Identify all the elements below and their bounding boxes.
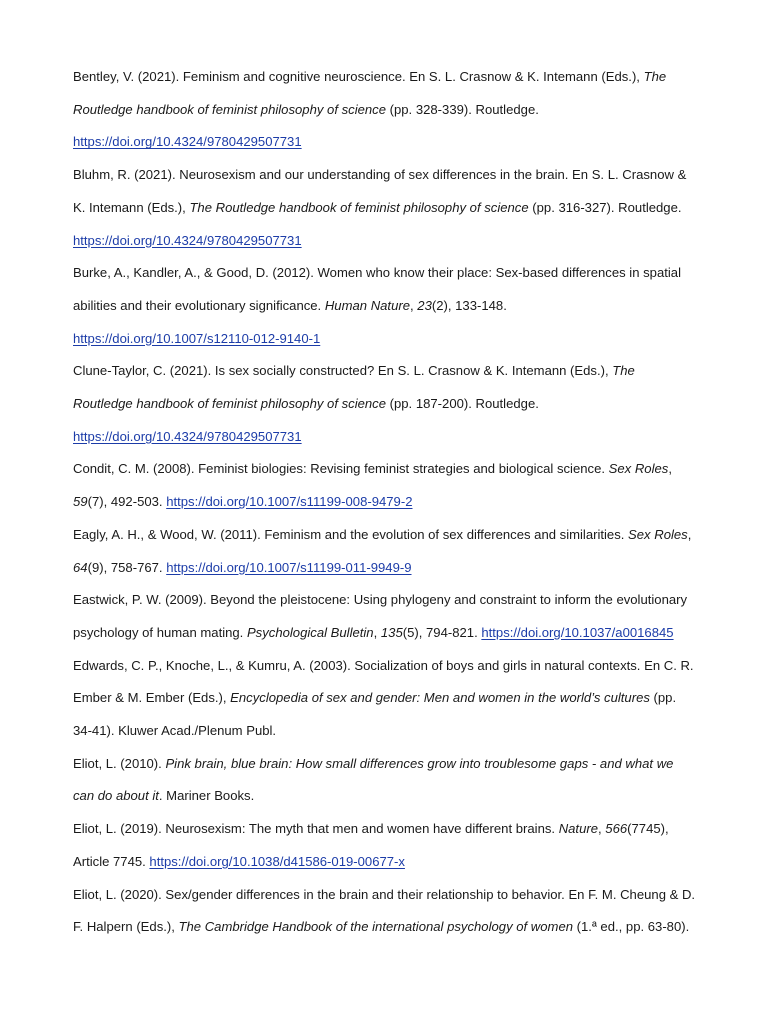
reference-title: Encyclopedia of sex and gender: Men and women in the world’s cultures bbox=[230, 690, 650, 706]
reference-text: (pp. 316-327). Routledge. bbox=[528, 199, 682, 215]
reference-entry bbox=[73, 257, 697, 355]
reference-entry bbox=[73, 879, 697, 944]
doi-link[interactable]: https://doi.org/10.4324/9780429507731 bbox=[73, 134, 302, 150]
reference-text: (2), 133-148. bbox=[431, 297, 507, 313]
doi-link[interactable]: https://doi.org/10.1007/s11199-011-9949-9 bbox=[166, 559, 412, 575]
doi-link[interactable]: https://doi.org/10.1007/s12110-012-9140-1 bbox=[73, 330, 321, 346]
reference-text: Bluhm, R. (2021). Neurosexism and our understanding of sex differences in the brain. En S. L. Crasnow & K. Intemann (Eds.), bbox=[73, 167, 687, 215]
reference-text: (1.ª ed., pp. 63-80). bbox=[573, 919, 690, 935]
reference-volume: 135 bbox=[380, 624, 403, 640]
reference-volume: 64 bbox=[73, 559, 88, 575]
reference-title: The Cambridge Handbook of the international psychology of women bbox=[178, 919, 574, 935]
reference-entry bbox=[73, 355, 697, 453]
reference-journal: Nature bbox=[558, 821, 598, 837]
reference-volume: 566 bbox=[605, 821, 628, 837]
reference-entry bbox=[73, 748, 697, 813]
reference-text: (9), 758-767. bbox=[87, 559, 167, 575]
reference-entry bbox=[73, 519, 697, 584]
reference-entry bbox=[73, 584, 697, 649]
reference-text: Clune-Taylor, C. (2021). Is sex socially constructed? En S. L. Crasnow & K. Intemann (Eds.), bbox=[73, 363, 613, 379]
reference-text: Eliot, L. (2010). bbox=[73, 755, 166, 771]
reference-text: Eliot, L. (2020). Sex/gender differences in the brain and their relationship to behavior. En F. M. Cheung & D. F. Halpern (Eds.), bbox=[73, 886, 696, 935]
reference-title: The Routledge handbook of feminist philosophy of science bbox=[189, 199, 529, 215]
reference-journal: Sex Roles bbox=[628, 526, 688, 542]
reference-text: , bbox=[668, 461, 672, 477]
reference-text: Eliot, L. (2019). Neurosexism: The myth that men and women have different brains. bbox=[73, 821, 559, 837]
reference-entry bbox=[73, 453, 697, 518]
reference-text: Condit, C. M. (2008). Feminist biologies: Revising feminist strategies and biological science. bbox=[73, 461, 609, 477]
doi-link[interactable]: https://doi.org/10.1038/d41586-019-00677-x bbox=[149, 853, 405, 869]
reference-title: Pink brain, blue brain: How small differences grow into troublesome gaps - and what we can do about it bbox=[73, 755, 674, 804]
reference-text: Eastwick, P. W. (2009). Beyond the pleistocene: Using phylogeny and constraint to inform the evolutionary psychology of human mating. bbox=[73, 592, 688, 640]
reference-text: , bbox=[687, 526, 692, 542]
reference-text: Burke, A., Kandler, A., & Good, D. (2012). Women who know their place: Sex-based differences in spatial abilities and their evolutionary significance. bbox=[73, 265, 681, 313]
doi-link[interactable]: https://doi.org/10.4324/9780429507731 bbox=[73, 428, 302, 444]
doi-link[interactable]: https://doi.org/10.1007/s11199-008-9479-2 bbox=[166, 494, 413, 510]
reference-text: . Mariner Books. bbox=[158, 788, 255, 804]
reference-text: (7745), Article 7745. bbox=[73, 821, 669, 869]
reference-journal: Psychological Bulletin bbox=[246, 624, 374, 640]
reference-text: (5), 794-821. bbox=[402, 624, 482, 640]
reference-text: (pp. 328-339). Routledge. bbox=[386, 101, 539, 117]
reference-text: Bentley, V. (2021). Feminism and cognitive neuroscience. En S. L. Crasnow & K. Intemann (Eds.), bbox=[73, 69, 644, 84]
reference-entry bbox=[73, 61, 697, 159]
reference-text: , bbox=[598, 821, 606, 837]
reference-entry bbox=[73, 159, 697, 257]
reference-title: The Routledge handbook of feminist philosophy of science bbox=[73, 363, 635, 412]
reference-volume: 23 bbox=[417, 297, 432, 313]
doi-link[interactable]: https://doi.org/10.1037/a0016845 bbox=[481, 624, 674, 640]
reference-volume: 59 bbox=[73, 494, 88, 510]
reference-list bbox=[73, 61, 697, 944]
reference-text: , bbox=[373, 624, 381, 640]
reference-text: (pp. 187-200). Routledge. bbox=[386, 396, 539, 412]
doi-link[interactable]: https://doi.org/10.4324/9780429507731 bbox=[73, 232, 302, 248]
reference-entry bbox=[73, 650, 697, 748]
reference-journal: Sex Roles bbox=[608, 461, 669, 477]
reference-entry bbox=[73, 813, 697, 878]
reference-text: (7), 492-503. bbox=[87, 494, 167, 510]
reference-text: (pp. 34-41). Kluwer Acad./Plenum Publ. bbox=[73, 690, 677, 739]
reference-text: Eagly, A. H., & Wood, W. (2011). Feminism and the evolution of sex differences and similarities. bbox=[73, 526, 629, 542]
reference-journal: Human Nature bbox=[324, 297, 410, 313]
reference-text: , bbox=[410, 297, 418, 313]
reference-title: The Routledge handbook of feminist philosophy of science bbox=[73, 69, 667, 117]
reference-text: Edwards, C. P., Knoche, L., & Kumru, A. (2003). Socialization of boys and girls in natural contexts. En C. R. Ember & M. Ember (Eds.), bbox=[73, 657, 694, 706]
